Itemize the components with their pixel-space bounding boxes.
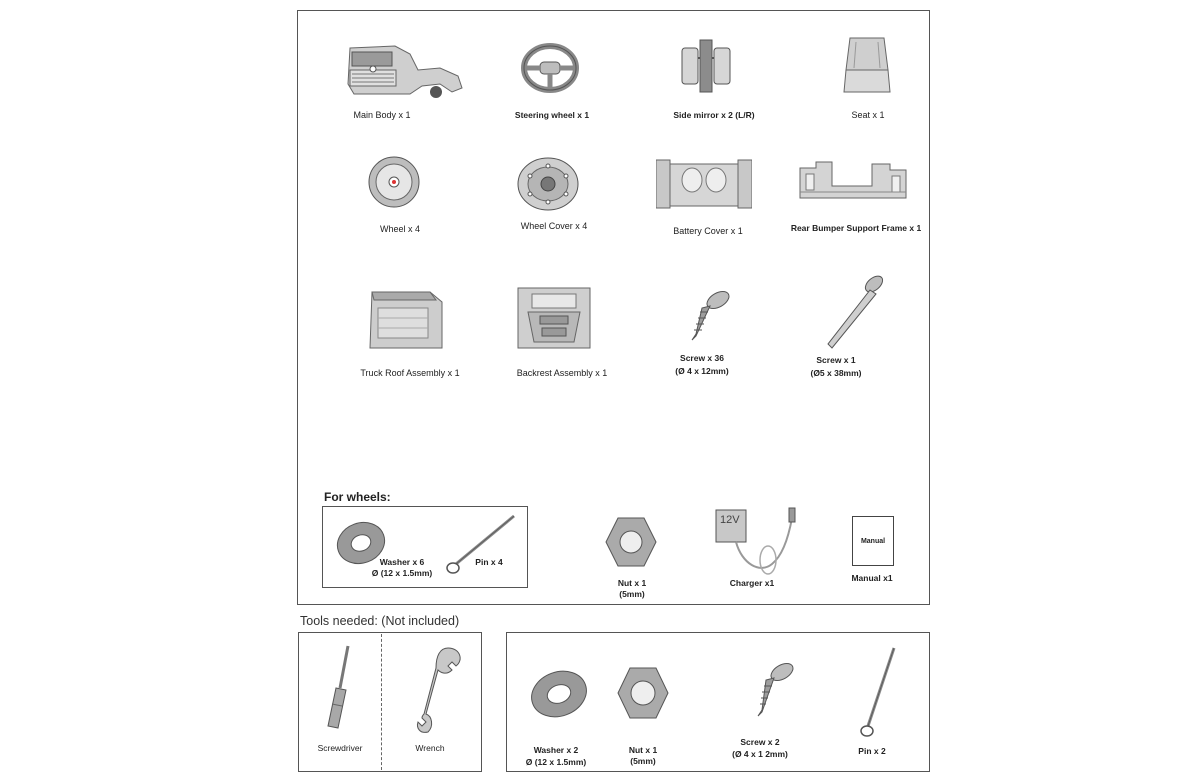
- spare-washer-label: Washer x 2: [533, 745, 579, 755]
- washer-size: Ø (12 x 1.5mm): [371, 568, 433, 578]
- battery-cover-label: Battery Cover x 1: [673, 226, 743, 236]
- battery-cover-image: [656, 156, 752, 212]
- nut-image: [602, 514, 658, 570]
- side-mirror-label: Side mirror x 2 (L/R): [673, 110, 755, 120]
- nut-label: Nut x 1: [617, 578, 647, 588]
- truck-roof-image: [366, 288, 446, 352]
- steering-wheel-image: [520, 42, 580, 94]
- spare-washer-image: [528, 666, 590, 722]
- spare-nut-size: (5mm): [630, 756, 656, 766]
- wrench-image: [410, 644, 466, 736]
- manual-label: Manual x1: [851, 573, 893, 583]
- spare-screw-image: [752, 662, 798, 720]
- spare-pin-label: Pin x 2: [858, 746, 886, 756]
- backrest-label: Backrest Assembly x 1: [516, 368, 608, 378]
- rear-bumper-frame-image: [798, 160, 908, 208]
- spare-screw-label: Screw x 2: [740, 737, 780, 747]
- spare-nut-image: [614, 664, 672, 722]
- manual-image: Manual: [852, 516, 894, 566]
- backrest-image: [514, 286, 594, 350]
- rear-bumper-frame-label: Rear Bumper Support Frame x 1: [790, 223, 922, 233]
- screw-small-label: Screw x 36: [680, 353, 724, 363]
- spare-pin-image: [856, 646, 900, 742]
- screw-small-image: [686, 290, 734, 344]
- spare-washer-size: Ø (12 x 1.5mm): [525, 757, 587, 767]
- spare-nut-label: Nut x 1: [628, 745, 658, 755]
- for-wheels-title: For wheels:: [324, 490, 391, 504]
- nut-size: (5mm): [619, 589, 645, 599]
- screw-long-image: [822, 274, 888, 350]
- seat-image: [842, 34, 892, 98]
- charger-label: Charger x1: [729, 578, 775, 588]
- seat-label: Seat x 1: [851, 110, 885, 120]
- wrench-label: Wrench: [415, 743, 445, 753]
- screw-long-label: Screw x 1: [816, 355, 856, 365]
- steering-wheel-label: Steering wheel x 1: [514, 110, 590, 120]
- screw-small-size: (Ø 4 x 12mm): [675, 366, 729, 376]
- screwdriver-image: [318, 644, 358, 732]
- washer-label: Washer x 6: [379, 557, 425, 567]
- side-mirror-image: [676, 38, 736, 94]
- pin-label: Pin x 4: [475, 557, 503, 567]
- wheel-cover-image: [516, 156, 580, 212]
- screw-long-size: (Ø5 x 38mm): [810, 368, 862, 378]
- spare-screw-size: (Ø 4 x 1 2mm): [732, 749, 788, 759]
- tools-divider: [381, 634, 382, 770]
- main-body-label: Main Body x 1: [353, 110, 411, 120]
- charger-voltage-tag: 12V: [720, 514, 740, 526]
- wheel-label: Wheel x 4: [379, 224, 421, 234]
- tools-needed-title: Tools needed: (Not included): [300, 614, 460, 628]
- wheel-cover-label: Wheel Cover x 4: [520, 221, 588, 231]
- screwdriver-label: Screwdriver: [317, 743, 363, 753]
- main-body-image: [340, 40, 465, 100]
- truck-roof-label: Truck Roof Assembly x 1: [360, 368, 460, 378]
- wheel-image: [366, 154, 422, 210]
